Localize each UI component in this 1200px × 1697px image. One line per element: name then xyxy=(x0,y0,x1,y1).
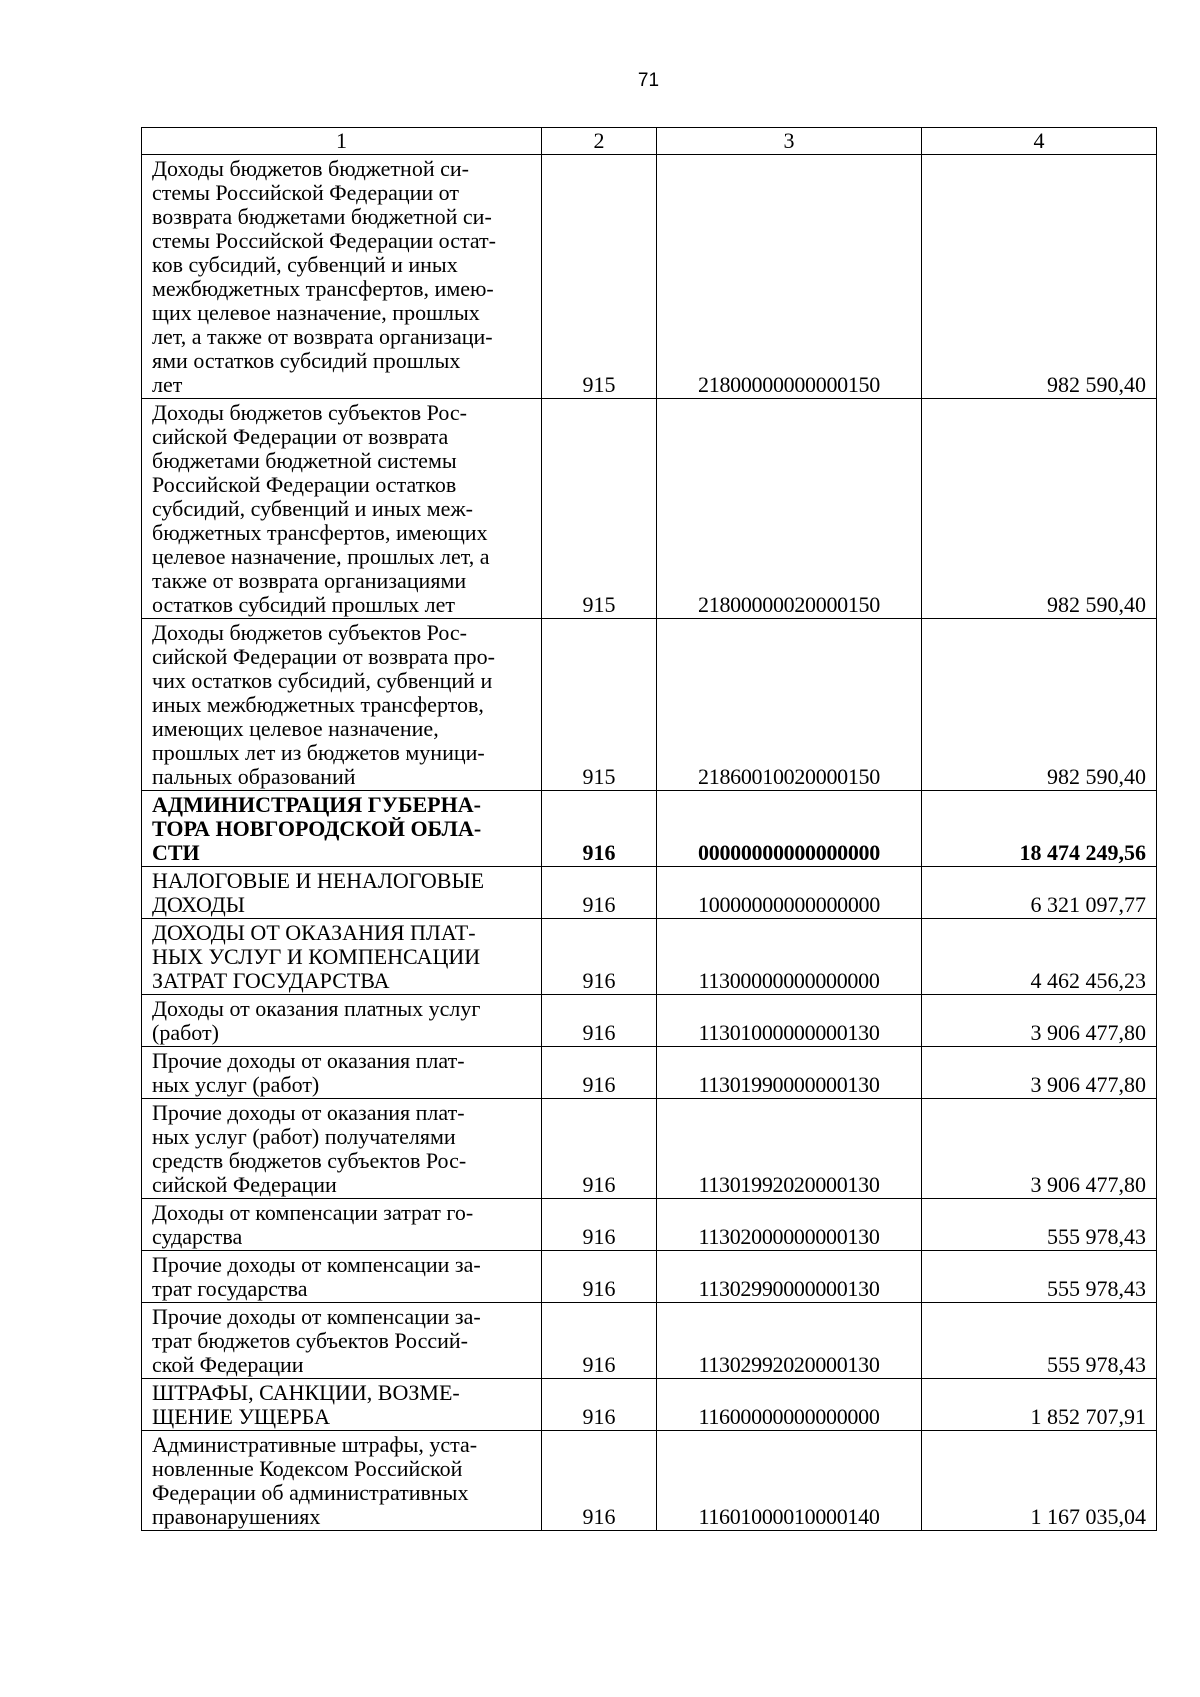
row-admin-code-text: 916 xyxy=(582,1276,616,1301)
row-admin-code xyxy=(542,1303,657,1379)
row-budget-code-text: 11301000000000130 xyxy=(698,1020,880,1045)
row-amount-text: 555 978,43 xyxy=(1047,1276,1146,1301)
row-admin-code-text: 916 xyxy=(582,1224,616,1249)
table-header-row xyxy=(142,128,1157,155)
row-admin-code-text: 916 xyxy=(582,1404,616,1429)
table-row xyxy=(142,155,1157,399)
row-name xyxy=(142,1199,542,1251)
row-admin-code-text: 915 xyxy=(582,592,616,617)
row-name-text: Прочие доходы от оказания плат- ных услуг (работ) получателями средств бюджетов субъектов Рос- сийской Федерации xyxy=(152,1100,467,1197)
row-admin-code-text: 916 xyxy=(582,840,616,865)
row-admin-code-text: 916 xyxy=(582,1504,616,1529)
row-amount xyxy=(922,399,1157,619)
row-amount xyxy=(922,1047,1157,1099)
header-col-4: 4 xyxy=(922,128,1157,155)
row-admin-code-text: 916 xyxy=(582,1172,616,1197)
row-budget-code-text: 11601000010000140 xyxy=(698,1504,880,1529)
row-budget-code xyxy=(657,619,922,791)
row-amount-text: 4 462 456,23 xyxy=(1030,968,1146,993)
table-row xyxy=(142,619,1157,791)
row-admin-code xyxy=(542,619,657,791)
row-amount xyxy=(922,619,1157,791)
row-budget-code xyxy=(657,1047,922,1099)
row-name-text: Доходы бюджетов субъектов Рос- сийской Федерации от возврата про- чих остатков субсидий, субвенций и иных межбюджетных трансфертов, имеющих целевое назначение, прошлых лет из бюджетов муници- пальных образований xyxy=(152,620,495,789)
row-amount-text: 3 906 477,80 xyxy=(1030,1072,1146,1097)
row-admin-code xyxy=(542,995,657,1047)
row-name-text: Доходы от компенсации затрат го- сударства xyxy=(152,1200,474,1249)
row-amount-text: 1 167 035,04 xyxy=(1030,1504,1146,1529)
row-amount xyxy=(922,919,1157,995)
row-amount-text: 1 852 707,91 xyxy=(1030,1404,1146,1429)
row-budget-code xyxy=(657,867,922,919)
row-amount xyxy=(922,995,1157,1047)
row-admin-code-text: 915 xyxy=(582,764,616,789)
table-row xyxy=(142,1099,1157,1199)
row-admin-code xyxy=(542,919,657,995)
row-name xyxy=(142,399,542,619)
row-budget-code xyxy=(657,1199,922,1251)
table-row xyxy=(142,867,1157,919)
table-row xyxy=(142,995,1157,1047)
row-amount xyxy=(922,1303,1157,1379)
row-amount-text: 6 321 097,77 xyxy=(1030,892,1146,917)
row-name-text: Доходы бюджетов субъектов Рос- сийской Федерации от возврата бюджетами бюджетной системы Российской Федерации остатков субсидий, субвенций и иных меж- бюджетных трансфертов, имеющих целевое назначение, прошлых лет, а также от возврата организациями остатков субсидий прошлых лет xyxy=(152,400,490,617)
row-amount-text: 982 590,40 xyxy=(1047,372,1146,397)
row-amount xyxy=(922,1251,1157,1303)
row-name-text: НАЛОГОВЫЕ И НЕНАЛОГОВЫЕ ДОХОДЫ xyxy=(152,868,485,917)
row-amount-text: 18 474 249,56 xyxy=(1019,840,1146,865)
row-amount xyxy=(922,155,1157,399)
header-col-2: 2 xyxy=(542,128,657,155)
page-number: 71 xyxy=(637,70,660,91)
row-admin-code xyxy=(542,399,657,619)
row-budget-code xyxy=(657,1251,922,1303)
row-admin-code xyxy=(542,1379,657,1431)
row-name xyxy=(142,995,542,1047)
row-admin-code-text: 916 xyxy=(582,1020,616,1045)
row-amount-text: 555 978,43 xyxy=(1047,1352,1146,1377)
row-name xyxy=(142,1047,542,1099)
table-row xyxy=(142,919,1157,995)
row-budget-code-text: 21800000020000150 xyxy=(698,592,880,617)
row-name-text: Доходы бюджетов бюджетной си- стемы Российской Федерации от возврата бюджетами бюджетной си- стемы Российской Федерации остат- ков субсидий, субвенций и иных межбюджетных трансфертов, имею- щих целевое назначение, прошлых лет, а также от возврата организаци- ями остатков субсидий прошлых лет xyxy=(152,156,496,397)
row-budget-code-text: 21860010020000150 xyxy=(698,764,880,789)
row-admin-code-text: 916 xyxy=(582,892,616,917)
row-name xyxy=(142,1431,542,1531)
row-name xyxy=(142,1379,542,1431)
row-admin-code-text: 915 xyxy=(582,372,616,397)
row-admin-code xyxy=(542,1251,657,1303)
row-budget-code xyxy=(657,1431,922,1531)
row-amount-text: 555 978,43 xyxy=(1047,1224,1146,1249)
table-row xyxy=(142,399,1157,619)
row-budget-code-text: 00000000000000000 xyxy=(698,840,880,865)
row-amount xyxy=(922,1379,1157,1431)
row-budget-code xyxy=(657,399,922,619)
row-amount-text: 3 906 477,80 xyxy=(1030,1172,1146,1197)
row-admin-code xyxy=(542,1199,657,1251)
row-amount xyxy=(922,1199,1157,1251)
row-budget-code xyxy=(657,1099,922,1199)
row-amount xyxy=(922,1431,1157,1531)
row-admin-code xyxy=(542,1047,657,1099)
row-budget-code xyxy=(657,1379,922,1431)
row-name-text: ШТРАФЫ, САНКЦИИ, ВОЗМЕ- ЩЕНИЕ УЩЕРБА xyxy=(152,1380,460,1429)
header-col-3: 3 xyxy=(657,128,922,155)
row-name-text: Доходы от оказания платных услуг (работ) xyxy=(152,996,481,1045)
row-budget-code xyxy=(657,995,922,1047)
table-row xyxy=(142,1251,1157,1303)
row-amount xyxy=(922,791,1157,867)
row-name xyxy=(142,791,542,867)
table-row xyxy=(142,1431,1157,1531)
row-name xyxy=(142,1303,542,1379)
row-amount xyxy=(922,1099,1157,1199)
table-row xyxy=(142,1199,1157,1251)
header-col-1: 1 xyxy=(142,128,542,155)
row-admin-code xyxy=(542,1431,657,1531)
row-admin-code xyxy=(542,155,657,399)
row-budget-code-text: 11302000000000130 xyxy=(698,1224,880,1249)
row-name-text: АДМИНИСТРАЦИЯ ГУБЕРНА- ТОРА НОВГОРОДСКОЙ ОБЛА- СТИ xyxy=(152,792,482,865)
row-budget-code-text: 11302992020000130 xyxy=(698,1352,880,1377)
row-amount-text: 982 590,40 xyxy=(1047,592,1146,617)
row-budget-code-text: 11300000000000000 xyxy=(698,968,880,993)
row-name-text: Административные штрафы, уста- новленные Кодексом Российской Федерации об административных правонарушениях xyxy=(152,1432,478,1529)
row-name xyxy=(142,619,542,791)
table-row xyxy=(142,1303,1157,1379)
row-budget-code-text: 11600000000000000 xyxy=(698,1404,880,1429)
row-admin-code xyxy=(542,1099,657,1199)
row-budget-code-text: 21800000000000150 xyxy=(698,372,880,397)
row-name xyxy=(142,1099,542,1199)
row-amount xyxy=(922,867,1157,919)
row-admin-code xyxy=(542,791,657,867)
table-row xyxy=(142,1379,1157,1431)
row-amount-text: 3 906 477,80 xyxy=(1030,1020,1146,1045)
row-budget-code xyxy=(657,919,922,995)
row-name xyxy=(142,155,542,399)
row-budget-code xyxy=(657,1303,922,1379)
row-name-text: ДОХОДЫ ОТ ОКАЗАНИЯ ПЛАТ- НЫХ УСЛУГ И КОМПЕНСАЦИИ ЗАТРАТ ГОСУДАРСТВА xyxy=(152,920,481,993)
row-budget-code-text: 10000000000000000 xyxy=(698,892,880,917)
table-row xyxy=(142,791,1157,867)
row-budget-code-text: 11302990000000130 xyxy=(698,1276,880,1301)
row-admin-code xyxy=(542,867,657,919)
table-row xyxy=(142,1047,1157,1099)
row-budget-code-text: 11301992020000130 xyxy=(698,1172,880,1197)
row-budget-code-text: 11301990000000130 xyxy=(698,1072,880,1097)
row-budget-code xyxy=(657,791,922,867)
row-budget-code xyxy=(657,155,922,399)
row-name xyxy=(142,867,542,919)
row-amount-text: 982 590,40 xyxy=(1047,764,1146,789)
row-admin-code-text: 916 xyxy=(582,1072,616,1097)
row-name-text: Прочие доходы от компенсации за- трат государства xyxy=(152,1252,481,1301)
row-admin-code-text: 916 xyxy=(582,1352,616,1377)
row-admin-code-text: 916 xyxy=(582,968,616,993)
row-name xyxy=(142,919,542,995)
row-name-text: Прочие доходы от компенсации за- трат бюджетов субъектов Россий- ской Федерации xyxy=(152,1304,481,1377)
row-name xyxy=(142,1251,542,1303)
revenue-table xyxy=(141,127,1157,1531)
row-name-text: Прочие доходы от оказания плат- ных услуг (работ) xyxy=(152,1048,465,1097)
